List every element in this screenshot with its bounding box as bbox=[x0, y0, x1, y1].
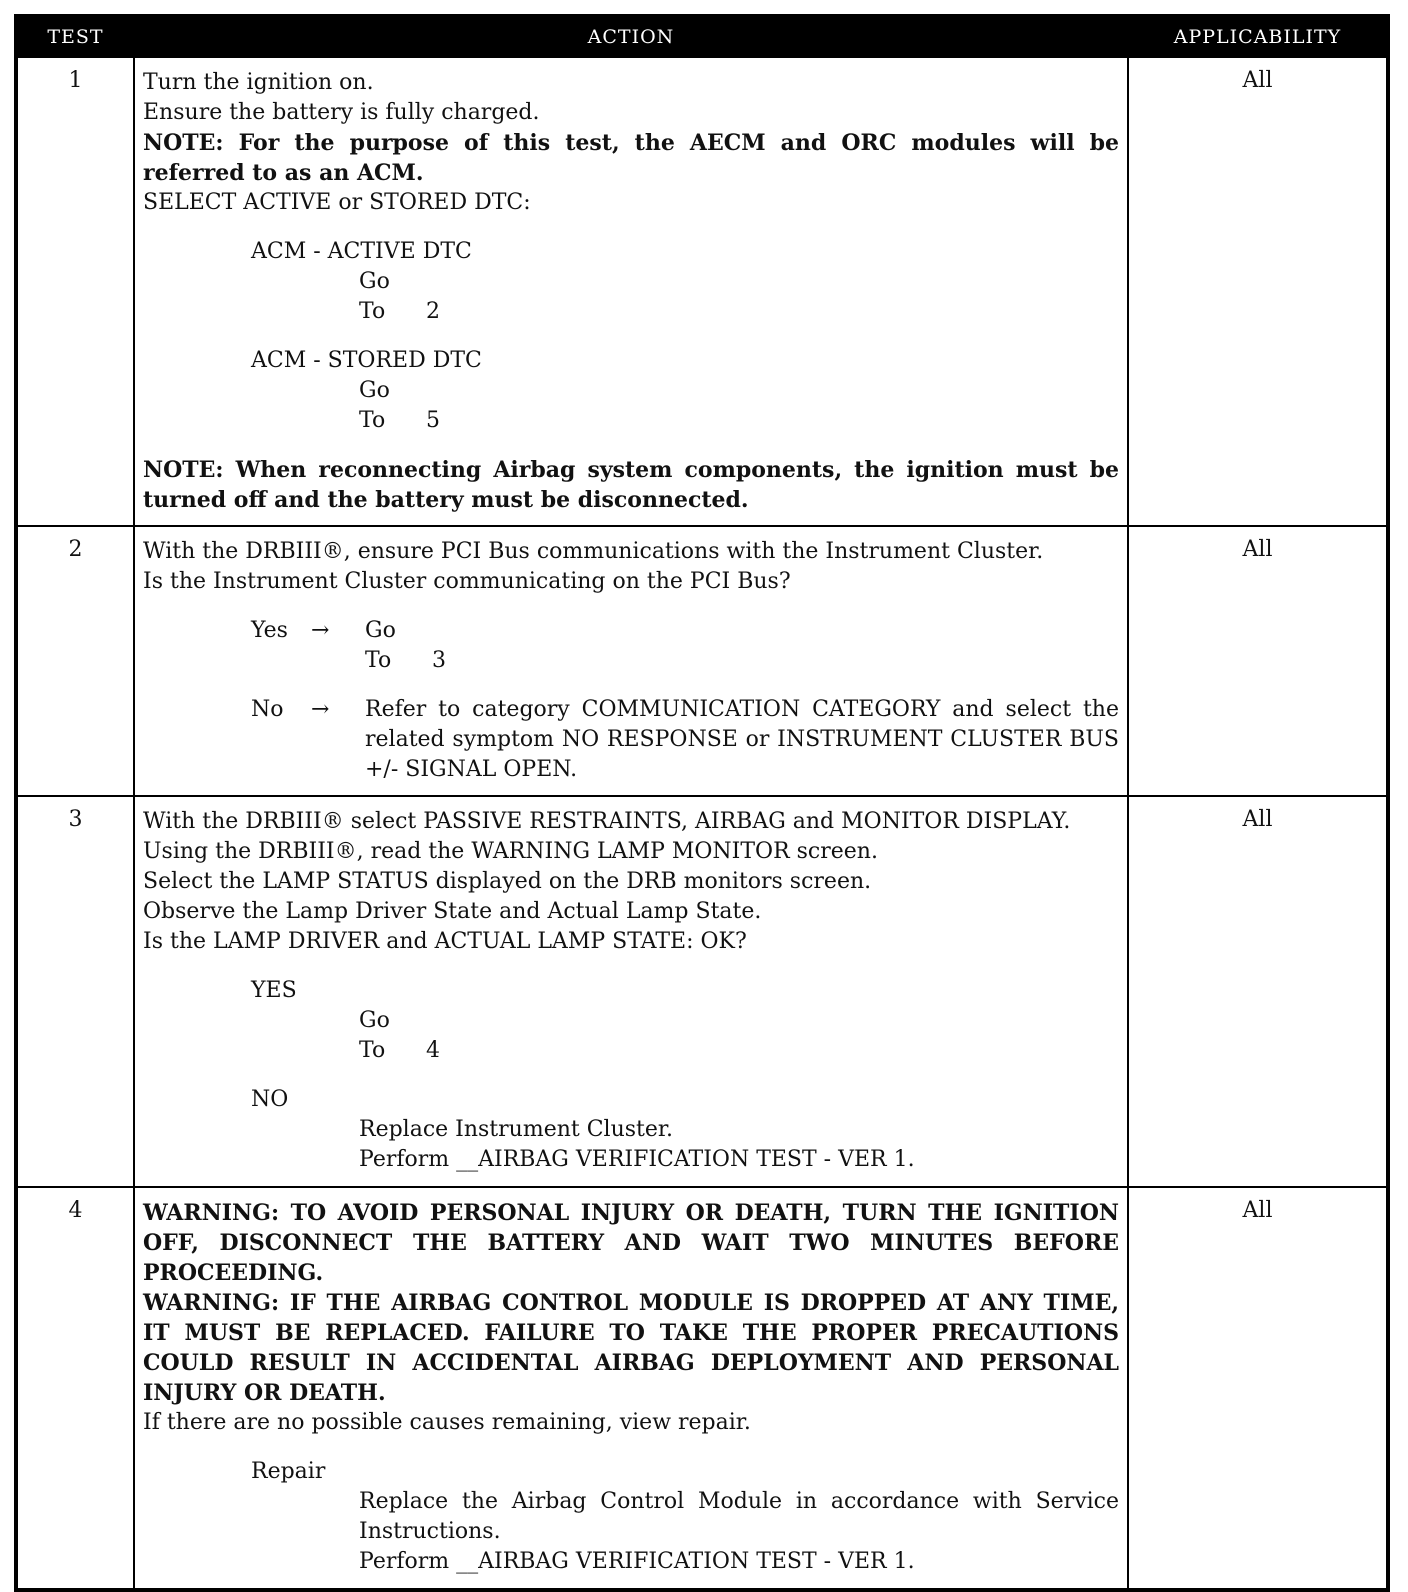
test-row-1 bbox=[16, 57, 1388, 526]
no-result-line: Perform __AIRBAG VERIFICATION TEST - VER 1. bbox=[359, 1147, 915, 1172]
diagnostic-test-table bbox=[14, 14, 1390, 1592]
goto-text: Go To bbox=[359, 378, 390, 433]
goto-text: Go To bbox=[359, 269, 390, 324]
action-line: Select the LAMP STATUS displayed on the DRB monitors screen. bbox=[143, 869, 872, 894]
warning-text: WARNING: IF THE AIRBAG CONTROL MODULE IS DROPPED AT ANY TIME, IT MUST BE REPLACED. FAILURE TO TAKE THE PROPER PRECAUTIONS COULD RESULT IN ACCIDENTAL AIRBAG DEPLOYMENT AND PERSONAL INJURY OR DEATH. bbox=[143, 1290, 1119, 1406]
repair-perform: Perform __AIRBAG VERIFICATION TEST - VER 1. bbox=[359, 1549, 915, 1574]
applicability-value: All bbox=[1128, 796, 1388, 1187]
test-number: 3 bbox=[16, 796, 134, 1187]
option-label: ACM - STORED DTC bbox=[251, 348, 482, 373]
test-action bbox=[134, 526, 1128, 796]
action-line: Is the LAMP DRIVER and ACTUAL LAMP STATE: OK? bbox=[143, 929, 747, 954]
goto-text: Go To bbox=[365, 618, 396, 673]
repair-label: Repair bbox=[251, 1459, 326, 1484]
goto-line bbox=[143, 376, 1119, 436]
yes-label: YES bbox=[251, 978, 297, 1003]
goto-line bbox=[143, 267, 1119, 327]
option-label: ACM - ACTIVE DTC bbox=[251, 239, 472, 264]
no-result: Refer to category COMMUNICATION CATEGORY and select the related symptom NO RESPONSE or INSTRUMENT CLUSTER BUS +/- SIGNAL OPEN. bbox=[365, 697, 1119, 782]
goto-line bbox=[143, 1006, 1119, 1066]
test-action bbox=[134, 1187, 1128, 1590]
no-label: NO bbox=[251, 1087, 289, 1112]
test-action bbox=[134, 57, 1128, 526]
goto-target: 2 bbox=[426, 299, 440, 324]
action-line: Using the DRBIII®, read the WARNING LAMP MONITOR screen. bbox=[143, 839, 878, 864]
test-row-3 bbox=[16, 796, 1388, 1187]
header-action: ACTION bbox=[134, 16, 1128, 57]
yes-option bbox=[143, 616, 1119, 676]
note-text: NOTE: For the purpose of this test, the AECM and ORC modules will be referred to as an ACM. bbox=[143, 130, 1119, 186]
repair-text: Replace the Airbag Control Module in accordance with Service Instructions. bbox=[359, 1489, 1119, 1544]
goto-text: Go To bbox=[359, 1008, 390, 1063]
action-line: With the DRBIII® select PASSIVE RESTRAINTS, AIRBAG and MONITOR DISPLAY. bbox=[143, 809, 1071, 834]
no-option bbox=[143, 695, 1119, 785]
test-number: 2 bbox=[16, 526, 134, 796]
header-applicability: APPLICABILITY bbox=[1128, 16, 1388, 57]
note-text: NOTE: When reconnecting Airbag system components, the ignition must be turned off and the battery must be disconnected. bbox=[143, 457, 1119, 513]
no-label: No bbox=[251, 697, 284, 722]
arrow-icon: → bbox=[311, 697, 330, 722]
arrow-icon: → bbox=[311, 618, 330, 643]
test-row-2 bbox=[16, 526, 1388, 796]
no-result-line: Replace Instrument Cluster. bbox=[359, 1117, 673, 1142]
action-line: Observe the Lamp Driver State and Actual Lamp State. bbox=[143, 899, 762, 924]
action-line: With the DRBIII®, ensure PCI Bus communications with the Instrument Cluster. bbox=[143, 539, 1044, 564]
goto-target: 3 bbox=[432, 648, 446, 673]
test-action bbox=[134, 796, 1128, 1187]
applicability-value: All bbox=[1128, 1187, 1388, 1590]
yes-result bbox=[365, 616, 1119, 676]
test-number: 4 bbox=[16, 1187, 134, 1590]
test-number: 1 bbox=[16, 57, 134, 526]
applicability-value: All bbox=[1128, 57, 1388, 526]
table-header-row bbox=[16, 16, 1388, 57]
goto-target: 5 bbox=[426, 408, 440, 433]
action-line: Ensure the battery is fully charged. bbox=[143, 100, 540, 125]
header-test: TEST bbox=[16, 16, 134, 57]
test-row-4 bbox=[16, 1187, 1388, 1590]
applicability-value: All bbox=[1128, 526, 1388, 796]
warning-text: WARNING: TO AVOID PERSONAL INJURY OR DEATH, TURN THE IGNITION OFF, DISCONNECT THE BATTERY AND WAIT TWO MINUTES BEFORE PROCEEDING. bbox=[143, 1200, 1119, 1286]
goto-target: 4 bbox=[426, 1038, 440, 1063]
action-line: If there are no possible causes remaining, view repair. bbox=[143, 1410, 751, 1435]
yes-label: Yes bbox=[251, 618, 288, 643]
action-line: SELECT ACTIVE or STORED DTC: bbox=[143, 190, 531, 215]
action-line: Turn the ignition on. bbox=[143, 70, 374, 95]
action-line: Is the Instrument Cluster communicating on the PCI Bus? bbox=[143, 569, 791, 594]
